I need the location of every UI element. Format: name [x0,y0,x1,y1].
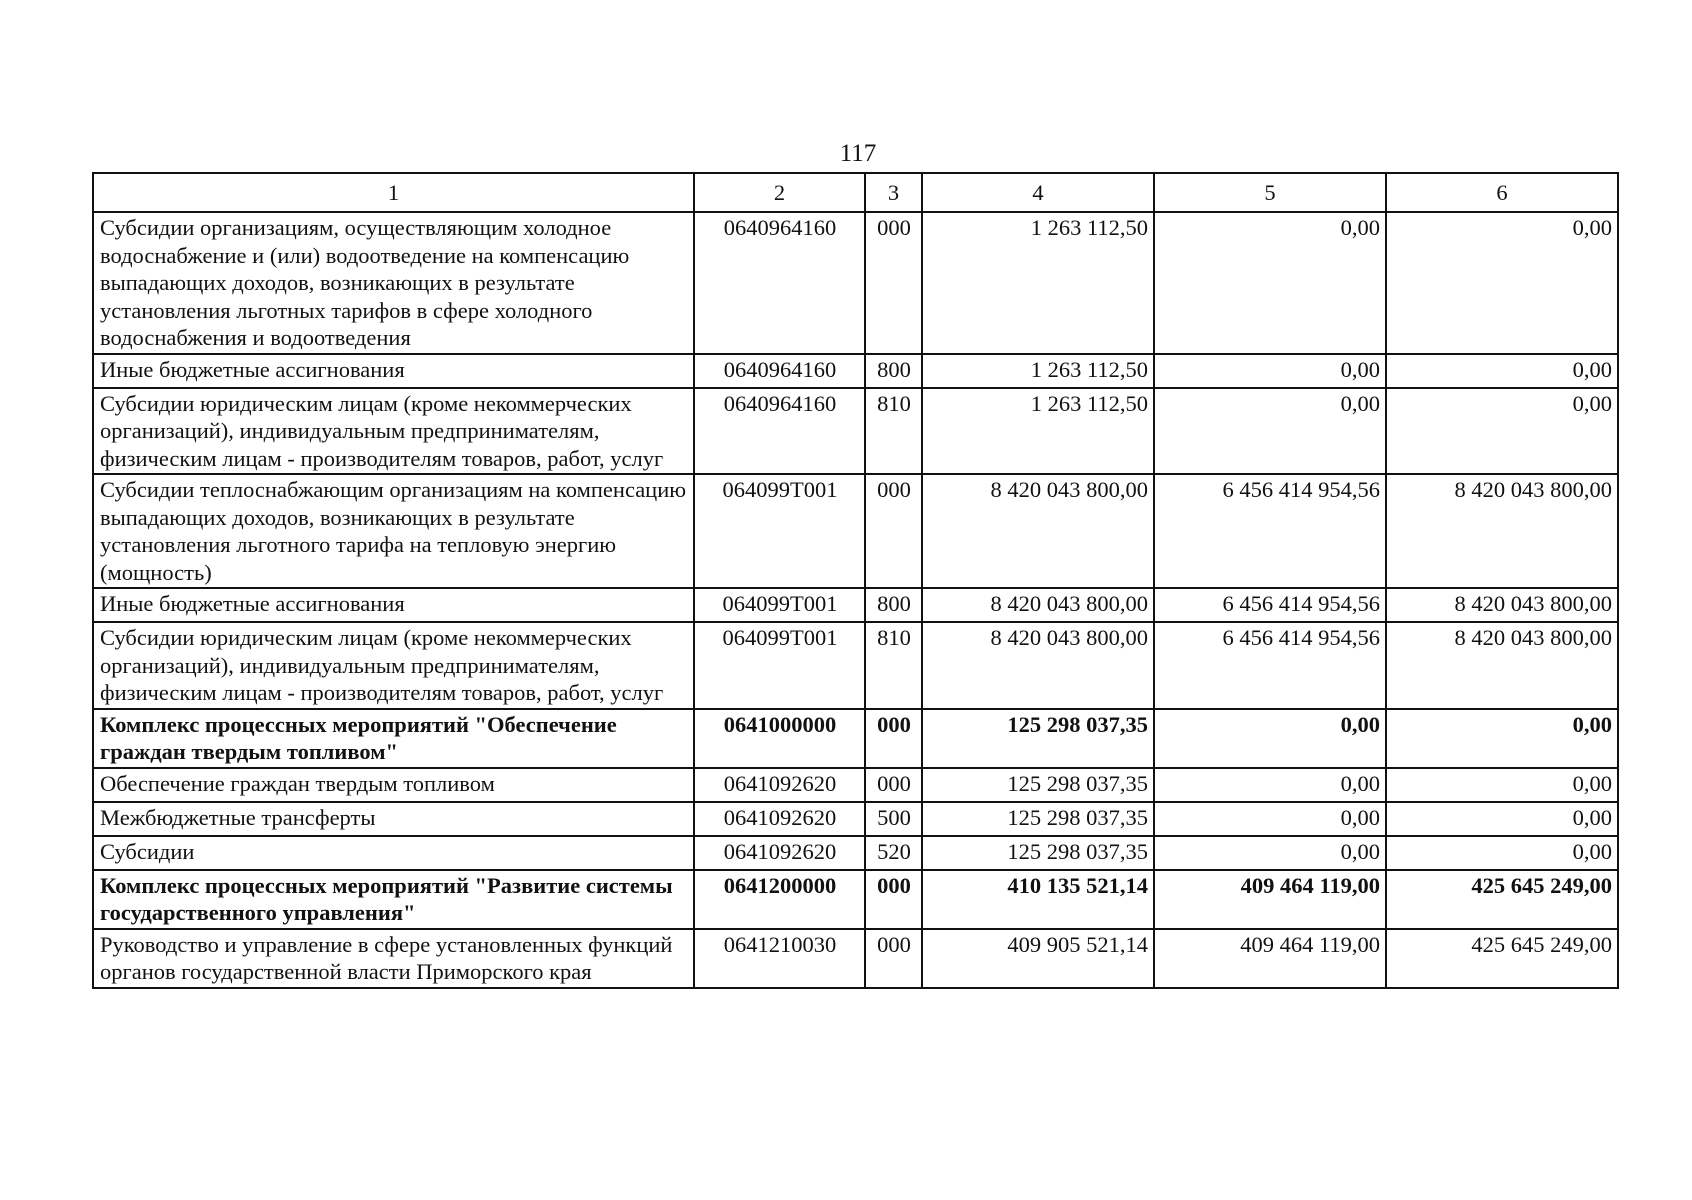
row-type: 000 [865,870,922,929]
row-amount-1: 410 135 521,14 [922,870,1154,929]
row-amount-1: 409 905 521,14 [922,929,1154,988]
row-code: 0641000000 [694,709,865,768]
row-amount-2: 409 464 119,00 [1154,929,1386,988]
row-type: 000 [865,768,922,802]
table-body [93,212,1618,988]
row-name: Обеспечение граждан твердым топливом [93,768,694,802]
row-amount-1: 8 420 043 800,00 [922,474,1154,588]
row-amount-1: 1 263 112,50 [922,388,1154,475]
header-row [93,173,1618,212]
row-amount-2: 6 456 414 954,56 [1154,474,1386,588]
row-amount-3: 8 420 043 800,00 [1386,588,1618,622]
row-amount-3: 425 645 249,00 [1386,929,1618,988]
row-amount-3: 0,00 [1386,212,1618,354]
column-header: 5 [1154,173,1386,212]
row-code: 0641092620 [694,836,865,870]
row-name: Иные бюджетные ассигнования [93,354,694,388]
table-row [93,768,1618,802]
table-row [93,588,1618,622]
table-row [93,870,1618,929]
row-amount-2: 0,00 [1154,836,1386,870]
budget-table [92,172,1619,989]
row-name: Комплекс процессных мероприятий "Обеспечение граждан твердым топливом" [93,709,694,768]
column-header: 6 [1386,173,1618,212]
row-amount-1: 125 298 037,35 [922,709,1154,768]
row-amount-3: 8 420 043 800,00 [1386,622,1618,709]
row-amount-1: 125 298 037,35 [922,768,1154,802]
table-row [93,836,1618,870]
row-type: 810 [865,622,922,709]
row-amount-2: 0,00 [1154,709,1386,768]
row-code: 0640964160 [694,388,865,475]
row-amount-2: 6 456 414 954,56 [1154,588,1386,622]
row-amount-3: 0,00 [1386,388,1618,475]
row-amount-2: 0,00 [1154,802,1386,836]
row-name: Субсидии организациям, осуществляющим холодное водоснабжение и (или) водоотведение на компенсацию выпадающих доходов, возникающих в результате установления льготных тарифов в сфере холодного водоснабжения и водоотведения [93,212,694,354]
row-type: 000 [865,212,922,354]
row-code: 0641200000 [694,870,865,929]
row-type: 800 [865,354,922,388]
row-type: 000 [865,929,922,988]
row-amount-2: 6 456 414 954,56 [1154,622,1386,709]
column-header: 1 [93,173,694,212]
table-row [93,474,1618,588]
column-header: 2 [694,173,865,212]
row-type: 800 [865,588,922,622]
row-amount-1: 1 263 112,50 [922,212,1154,354]
row-code: 0640964160 [694,354,865,388]
row-amount-3: 0,00 [1386,768,1618,802]
row-name: Субсидии юридическим лицам (кроме некоммерческих организаций), индивидуальным предпринимателям, физическим лицам - производителям товаров, работ, услуг [93,388,694,475]
table-row [93,709,1618,768]
row-name: Субсидии теплоснабжающим организациям на компенсацию выпадающих доходов, возникающих в результате установления льготного тарифа на тепловую энергию (мощность) [93,474,694,588]
row-code: 064099Т001 [694,474,865,588]
table-row [93,802,1618,836]
row-amount-3: 0,00 [1386,354,1618,388]
row-type: 520 [865,836,922,870]
row-code: 0641092620 [694,802,865,836]
page-number: 117 [839,140,877,167]
row-amount-2: 0,00 [1154,388,1386,475]
row-code: 0641210030 [694,929,865,988]
row-type: 810 [865,388,922,475]
row-name: Комплекс процессных мероприятий "Развитие системы государственного управления" [93,870,694,929]
table-row [93,388,1618,475]
row-amount-1: 125 298 037,35 [922,836,1154,870]
row-amount-2: 0,00 [1154,768,1386,802]
row-amount-1: 1 263 112,50 [922,354,1154,388]
row-name: Руководство и управление в сфере установленных функций органов государственной власти Приморского края [93,929,694,988]
row-amount-1: 8 420 043 800,00 [922,622,1154,709]
column-header: 3 [865,173,922,212]
row-amount-2: 0,00 [1154,212,1386,354]
row-amount-1: 8 420 043 800,00 [922,588,1154,622]
row-name: Межбюджетные трансферты [93,802,694,836]
row-type: 500 [865,802,922,836]
row-code: 064099Т001 [694,622,865,709]
row-name: Субсидии юридическим лицам (кроме некоммерческих организаций), индивидуальным предпринимателям, физическим лицам - производителям товаров, работ, услуг [93,622,694,709]
row-type: 000 [865,474,922,588]
table-row [93,622,1618,709]
row-type: 000 [865,709,922,768]
row-amount-3: 0,00 [1386,709,1618,768]
row-code: 064099Т001 [694,588,865,622]
row-amount-3: 0,00 [1386,802,1618,836]
row-name: Субсидии [93,836,694,870]
row-name: Иные бюджетные ассигнования [93,588,694,622]
row-amount-3: 425 645 249,00 [1386,870,1618,929]
row-amount-3: 8 420 043 800,00 [1386,474,1618,588]
row-code: 0640964160 [694,212,865,354]
column-header: 4 [922,173,1154,212]
row-code: 0641092620 [694,768,865,802]
row-amount-1: 125 298 037,35 [922,802,1154,836]
table-row [93,929,1618,988]
table-row [93,212,1618,354]
row-amount-3: 0,00 [1386,836,1618,870]
table-row [93,354,1618,388]
row-amount-2: 409 464 119,00 [1154,870,1386,929]
row-amount-2: 0,00 [1154,354,1386,388]
